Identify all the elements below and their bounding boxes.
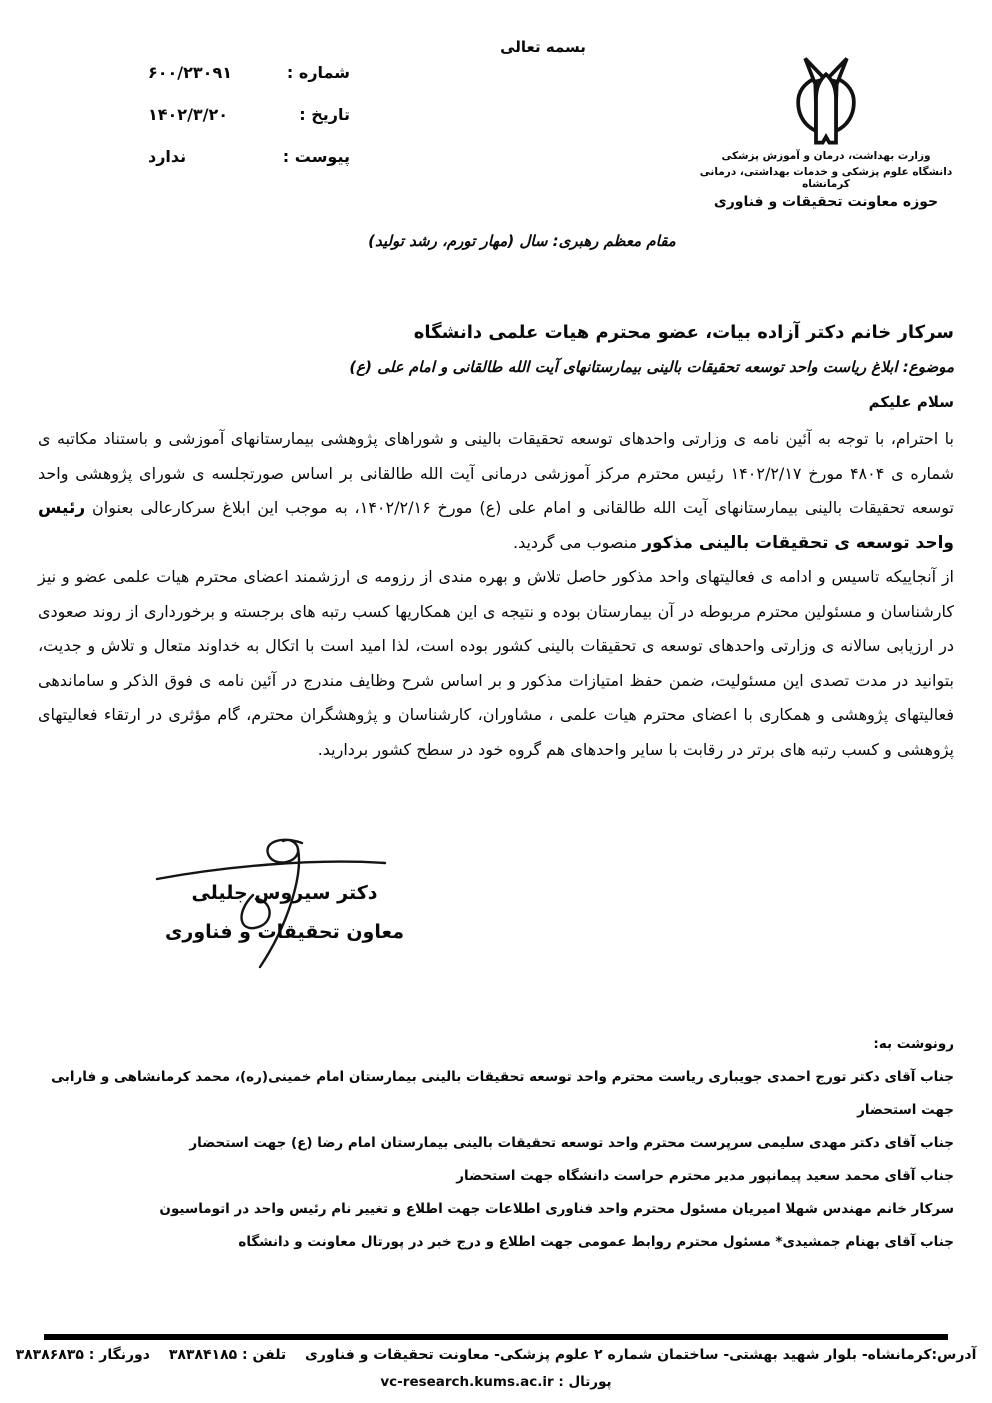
footer-divider: [44, 1334, 948, 1340]
phone-label: تلفن :: [242, 1347, 287, 1363]
greeting-line: سلام علیکم: [868, 393, 954, 411]
number-value: ۶۰۰/۲۳۰۹۱: [148, 63, 232, 82]
cc-heading: رونوشت به:: [873, 1036, 954, 1052]
signer-title: معاون تحقیقات و فناوری: [165, 921, 404, 943]
signature-block: [162, 874, 407, 952]
footer-portal-line: [0, 1374, 992, 1390]
date-value: ۱۴۰۲/۳/۲۰: [148, 105, 229, 124]
letter-number-row: [148, 62, 350, 84]
letterhead-block: [676, 56, 976, 210]
phone-value: ۳۸۳۸۴۱۸۵: [168, 1347, 238, 1363]
subject-text: ابلاغ ریاست واحد توسعه تحقیقات بالینی بیمارستانهای آیت الله طالقانی و امام علی (ع): [349, 358, 903, 376]
footer-fax: [16, 1347, 150, 1363]
appointment-emphasis: رئیس واحد توسعه ی تحقیقات بالینی مذکور: [38, 498, 954, 553]
department-name: حوزه معاونت تحقیقات و فناوری: [713, 194, 939, 210]
paragraph-text: منصوب می گردید.: [512, 532, 643, 552]
year-slogan: مقام معظم رهبری: سال (مهار تورم، رشد تولید): [368, 232, 676, 250]
besmele-heading: بسمه تعالی: [500, 38, 586, 56]
signer-name: دکتر سیروس جلیلی: [191, 882, 378, 904]
addressee-line: سرکار خانم دکتر آزاده بیات، عضو محترم هیات علمی دانشگاه: [413, 322, 954, 343]
cc-item: جناب آقای محمد سعید پیمانپور مدیر محترم حراست دانشگاه جهت استحضار: [456, 1168, 954, 1184]
cc-item: جناب آقای دکتر تورج احمدی جویباری ریاست محترم واحد توسعه تحقیقات بالینی بیمارستان امام خمینی(ره)، محمد کرمانشاهی و فارابی جهت استحضار: [51, 1069, 954, 1118]
subject-line: [38, 358, 954, 376]
letter-body: [38, 322, 954, 767]
cc-item: جناب آقای بهنام جمشیدی* مسئول محترم روابط عمومی جهت اطلاع و درج خبر در پورتال معاونت و دانشگاه: [238, 1234, 954, 1250]
ministry-name: وزارت بهداشت، درمان و آموزش پزشکی: [721, 150, 931, 162]
portal-label: پورتال :: [558, 1374, 612, 1390]
body-paragraph-1: [38, 422, 954, 560]
attachment-label: پیوست :: [282, 147, 350, 166]
fax-label: دورنگار :: [88, 1347, 150, 1363]
letter-meta-block: [148, 62, 350, 188]
footer-address: آدرس:کرمانشاه- بلوار شهید بهشتی- ساختمان شماره ۲ علوم پزشکی- معاونت تحقیقات و فناوری: [305, 1347, 977, 1363]
cc-item: جناب آقای دکتر مهدی سلیمی سرپرست محترم واحد توسعه تحقیقات بالینی بیمارستان امام رضا (ع) جهت استحضار: [189, 1135, 954, 1151]
footer-phone: [164, 1347, 286, 1363]
body-paragraph-2: از آنجاییکه تاسیس و ادامه ی فعالیتهای واحد مذکور حاصل تلاش و بهره مندی از رزومه ی ارزشمند اعضای محترم هیات علمی عضو و نیز کارشناسان و مسئولین محترم مربوطه در آن بیمارستان بوده و نتیجه ی این همکاریها کسب رتبه های برجسته و برخورداری از روند صعودی در ارزیابی سالانه ی وزارتی واحدهای توسعه ی تحقیقات بالینی کشور بوده است، لذا امید است با اتکال به خداوند متعال و تلاش و جدیت، بتوانید در مدت تصدی این مسئولیت، ضمن حفظ امتیازات مذکور و بر اساس شرح وظایف مندرج در آئین نامه ی فوق الذکر و ساماندهی فعالیتهای پژوهشی و همکاری با اعضای محترم هیات علمی ، مشاوران، کارشناسان و پژوهشگران محترم، گام مؤثری در ارتقاء فعالیتهای پژوهشی و کسب رتبه های برتر در رقابت با سایر واحدهای هم گروه خود در سطح کشور بردارید.: [38, 567, 954, 759]
letter-attachment-row: [148, 146, 350, 168]
footer-address-line: [0, 1347, 992, 1363]
fax-value: ۳۸۳۸۶۸۳۵: [15, 1347, 84, 1363]
letter-date-row: [148, 104, 350, 126]
cc-item: سرکار خانم مهندس شهلا امیریان مسئول محترم واحد فناوری اطلاعات جهت اطلاع و تغییر نام رئیس واحد در اتوماسیون: [159, 1201, 954, 1217]
portal-url: vc-research.kums.ac.ir: [380, 1374, 554, 1390]
subject-label: موضوع:: [902, 358, 954, 376]
number-label: شماره :: [286, 63, 350, 82]
attachment-value: ندارد: [148, 147, 187, 166]
date-label: تاریخ :: [299, 105, 350, 124]
university-logo-icon: [676, 56, 976, 146]
paragraph-text: با احترام، با توجه به آئین نامه ی وزارتی واحدهای توسعه تحقیقات بالینی و شوراهای پژوهشی بیمارستانهای آموزشی و باستناد مکاتبه ی شماره ی ۴۸۰۴ مورخ ۱۴۰۲/۲/۱۷ رئیس محترم مرکز آموزشی درمانی آیت الله طالقانی بر اساس صورتجلسه ی شورای پژوهشی واحد توسعه تحقیقات بالینی بیمارستانهای آیت الله طالقانی و امام علی (ع) مورخ ۱۴۰۲/۲/۱۶، به موجب این ابلاغ سرکارعالی بعنوان: [38, 429, 955, 517]
cc-section: [38, 1028, 954, 1259]
university-name: دانشگاه علوم پزشکی و خدمات بهداشتی، درمانی کرمانشاه: [699, 166, 953, 190]
